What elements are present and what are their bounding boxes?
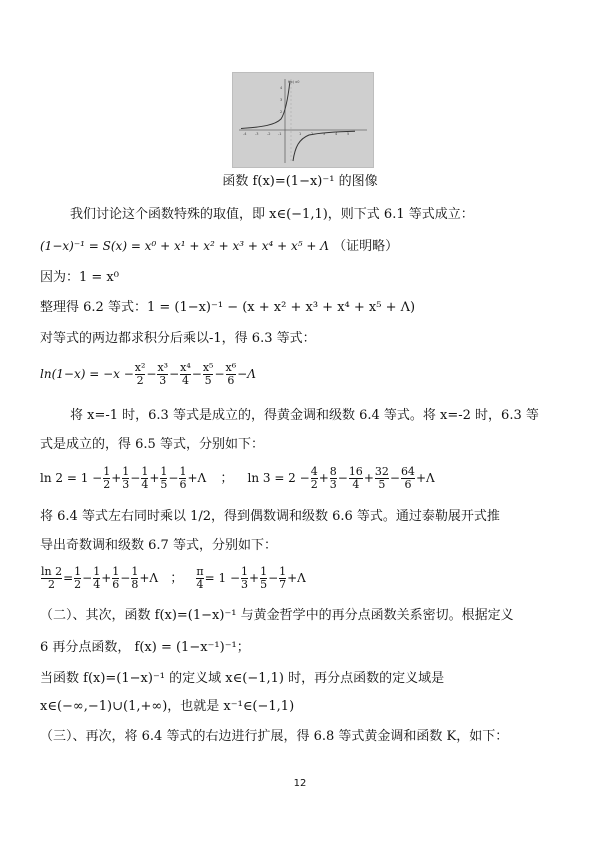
eq66-term-sign: = — [63, 571, 74, 585]
eq67-lhs-fraction-denominator: 4 — [196, 578, 204, 591]
eq64-term-sign: + — [111, 471, 122, 485]
eq67-term-fraction-numerator: 1 — [279, 565, 287, 578]
eq63-term-fraction-numerator: x³ — [157, 361, 169, 374]
svg-text:4: 4 — [335, 132, 338, 136]
eq64-term-fraction — [179, 466, 186, 491]
figure-caption: 函数 f(x)=(1−x)⁻¹ 的图像 — [222, 174, 378, 189]
paragraph-4-line-2: 导出奇数调和级数 6.7 等式，分别如下： — [40, 538, 277, 553]
equation-6-4-lhs: ln 2 = 1 − — [40, 471, 103, 485]
eq65-term-sign: + — [318, 471, 329, 485]
eq66-term-sign: + — [101, 571, 112, 585]
equation-6-7-lhs — [195, 565, 204, 591]
eq66-term-fraction-denominator: 6 — [112, 578, 120, 591]
equation-6-4-terms — [102, 465, 187, 491]
eq64-term-fraction-denominator: 2 — [103, 478, 111, 491]
eq64-term-fraction-numerator: 1 — [160, 465, 168, 478]
eq65-term-fraction-numerator: 8 — [329, 465, 337, 478]
paragraph-1: 我们讨论这个函数特殊的取值，即 x∈(−1,1)，则下式 6.1 等式成立： — [70, 207, 474, 222]
equation-6-7-pre: = 1 − — [204, 571, 240, 585]
because-line: 因为：1 = x⁰ — [40, 270, 119, 285]
eq65-term-sign: − — [337, 471, 348, 485]
eq63-term-sign: − — [214, 367, 225, 381]
equations-6-4-6-5 — [40, 466, 560, 491]
eq66-term-sign: − — [82, 571, 93, 585]
eq65-term-fraction — [375, 466, 389, 491]
eq67-term-fraction — [260, 566, 267, 591]
eq64-term-fraction-numerator: 1 — [103, 465, 111, 478]
paragraph-3-line-1: 将 x=-1 时，6.3 等式是成立的，得黄金调和级数 6.4 等式。将 x=-2 时，6.3 等 — [70, 408, 539, 423]
eq65-term-fraction — [311, 466, 318, 491]
svg-text:3: 3 — [323, 132, 326, 136]
svg-text:-4: -4 — [243, 132, 247, 136]
paragraph-2: 对等式的两边都求积分后乘以-1，得 6.3 等式： — [40, 331, 316, 346]
eq65-term-fraction-numerator: 4 — [310, 465, 318, 478]
eq65-term-fraction-denominator: 2 — [310, 478, 318, 491]
eq66-lhs-fraction — [41, 566, 62, 591]
eq63-term-fraction-denominator: 6 — [227, 374, 235, 387]
eq67-term-sign: + — [249, 571, 260, 585]
eq63-term-fraction-denominator: 4 — [181, 374, 189, 387]
eq66-term-fraction — [112, 566, 119, 591]
eq64-term-sign: + — [149, 471, 160, 485]
eq65-term-sign: − — [389, 471, 400, 485]
eq64-term-fraction-denominator: 6 — [179, 478, 187, 491]
eq63-term-sign: − — [146, 367, 157, 381]
eq65-term-fraction-denominator: 4 — [349, 478, 363, 491]
equation-6-6-lhs — [40, 565, 63, 591]
equation-6-3 — [40, 362, 560, 387]
eq65-term-sign: + — [363, 471, 374, 485]
eq67-term-fraction-numerator: 1 — [260, 565, 268, 578]
eq66-lhs-fraction-denominator: 2 — [41, 578, 62, 591]
separator-2: ； — [170, 571, 184, 586]
svg-text:-1: -1 — [278, 132, 282, 136]
eq67-term-fraction-numerator: 1 — [241, 565, 248, 578]
eq67-term-sign: − — [268, 571, 279, 585]
eq66-term-fraction-denominator: 8 — [131, 578, 139, 591]
function-graph-svg — [233, 73, 373, 167]
eq64-term-sign: − — [130, 471, 141, 485]
eq67-lhs-fraction-numerator: π — [196, 565, 204, 578]
paragraph-6-line-1: 当函数 f(x)=(1−x)⁻¹ 的定义域 x∈(−1,1) 时，再分点函数的定义域是 — [40, 671, 445, 686]
svg-text:1: 1 — [299, 132, 302, 136]
eq65-term-fraction-numerator: 64 — [400, 465, 415, 478]
paragraph-5-line-2: 6 再分点函数， f(x) = (1−x⁻¹)⁻¹； — [40, 640, 250, 655]
eq66-term-fraction-numerator: 1 — [131, 565, 139, 578]
eq64-term-fraction-numerator: 1 — [179, 465, 187, 478]
equation-6-5-tail: +Λ — [415, 471, 435, 485]
eq63-term-fraction-numerator: x⁵ — [202, 361, 214, 374]
eq66-term-fraction-denominator: 4 — [93, 578, 101, 591]
eq66-lhs-fraction-numerator: ln 2 — [41, 565, 63, 578]
eq65-term-fraction-denominator: 5 — [375, 478, 389, 491]
equation-6-3-lhs: ln(1−x) = −x − — [40, 367, 134, 381]
svg-text:4: 4 — [280, 86, 283, 90]
eq63-term-fraction-numerator: x⁶ — [225, 361, 237, 374]
eq63-term-fraction-numerator: x⁴ — [180, 361, 191, 374]
svg-text:-2: -2 — [267, 132, 271, 136]
eq63-term-fraction-numerator: x² — [134, 361, 146, 374]
eq64-term-fraction-denominator: 5 — [160, 478, 168, 491]
eq66-term-fraction-numerator: 1 — [74, 565, 82, 578]
eq66-term-fraction-denominator: 2 — [74, 578, 82, 591]
equation-6-1-body: (1−x)⁻¹ = S(x) = x⁰ + x¹ + x² + x³ + x⁴ + x⁵ + Λ — [40, 239, 329, 253]
eq63-term-fraction — [203, 362, 214, 387]
eq64-term-fraction-denominator: 3 — [122, 478, 130, 491]
paragraph-3-line-2: 式是成立的，得 6.5 等式，分别如下： — [40, 437, 264, 452]
equation-6-1 — [40, 236, 560, 257]
equation-6-6-tail: +Λ — [139, 571, 159, 585]
eq66-term-sign: − — [120, 571, 131, 585]
eq64-term-fraction-numerator: 1 — [122, 465, 130, 478]
equations-6-6-6-7 — [40, 566, 560, 591]
equation-6-3-tail: −Λ — [237, 367, 256, 381]
equation-6-2: 整理得 6.2 等式：1 = (1−x)⁻¹ − (x + x² + x³ + x⁴ + x⁵ + Λ) — [40, 300, 416, 315]
eq67-term-fraction — [241, 566, 248, 591]
svg-text:f(x) x0: f(x) x0 — [288, 80, 300, 84]
eq64-term-fraction-numerator: 1 — [141, 465, 149, 478]
svg-text:2: 2 — [311, 132, 314, 136]
eq63-term-fraction-denominator: 2 — [136, 374, 144, 387]
eq65-term-fraction — [330, 466, 337, 491]
equation-6-1-note: （证明略） — [333, 239, 399, 254]
equation-6-3-terms — [134, 361, 237, 387]
paragraph-7: （三）、再次，将 6.4 等式的右边进行扩展，得 6.8 等式黄金调和函数 K，如下： — [40, 729, 509, 744]
eq64-term-fraction — [160, 466, 167, 491]
eq63-term-fraction-denominator: 5 — [204, 374, 212, 387]
eq63-term-sign: − — [169, 367, 180, 381]
equation-6-6-terms — [63, 565, 139, 591]
eq64-term-fraction-denominator: 4 — [141, 478, 149, 491]
eq66-term-fraction — [74, 566, 81, 591]
eq63-term-fraction — [135, 362, 146, 387]
svg-text:2: 2 — [280, 110, 283, 114]
eq65-term-fraction-denominator: 6 — [401, 478, 415, 491]
eq64-term-sign: − — [168, 471, 179, 485]
eq66-term-fraction — [93, 566, 100, 591]
eq66-term-fraction-numerator: 1 — [112, 565, 120, 578]
eq65-term-fraction — [349, 466, 363, 491]
equation-6-7-terms — [240, 565, 287, 591]
page-number: 12 — [293, 778, 307, 789]
equation-6-7-tail: +Λ — [287, 571, 306, 585]
eq63-term-fraction-denominator: 3 — [159, 374, 167, 387]
eq63-term-sign: − — [191, 367, 202, 381]
equation-6-5-terms — [310, 465, 416, 491]
paragraph-6-line-2: x∈(−∞,−1)∪(1,+∞)，也就是 x⁻¹∈(−1,1) — [40, 699, 295, 714]
separator-1: ； — [220, 471, 234, 486]
eq65-term-fraction-numerator: 32 — [374, 465, 389, 478]
svg-text:5: 5 — [347, 132, 350, 136]
eq67-term-fraction — [279, 566, 286, 591]
eq63-term-fraction — [226, 362, 237, 387]
equation-6-5-lhs: ln 3 = 2 − — [247, 471, 310, 485]
eq67-term-fraction-denominator: 5 — [260, 578, 268, 591]
paragraph-5-line-1: （二）、其次，函数 f(x)=(1−x)⁻¹ 与黄金哲学中的再分点函数关系密切。根据定义 — [40, 608, 514, 623]
eq63-term-fraction — [157, 362, 168, 387]
eq64-term-fraction — [103, 466, 110, 491]
eq64-term-fraction — [122, 466, 129, 491]
eq63-term-fraction — [180, 362, 191, 387]
eq65-term-fraction-denominator: 3 — [329, 478, 337, 491]
eq65-term-fraction — [401, 466, 415, 491]
equation-6-4-tail: +Λ — [187, 471, 207, 485]
eq64-term-fraction — [141, 466, 148, 491]
paragraph-4-line-1: 将 6.4 等式左右同时乘以 1/2，得到偶数调和级数 6.6 等式。通过泰勒展开式推 — [40, 509, 500, 524]
eq65-term-fraction-numerator: 16 — [348, 465, 363, 478]
eq67-term-fraction-denominator: 7 — [279, 578, 287, 591]
eq66-term-fraction — [131, 566, 138, 591]
function-graph-image — [232, 72, 374, 168]
eq66-term-fraction-numerator: 1 — [93, 565, 101, 578]
svg-text:-3: -3 — [255, 132, 259, 136]
eq67-term-fraction-denominator: 3 — [241, 578, 248, 591]
svg-text:3: 3 — [280, 98, 283, 102]
eq67-lhs-fraction — [196, 566, 203, 591]
